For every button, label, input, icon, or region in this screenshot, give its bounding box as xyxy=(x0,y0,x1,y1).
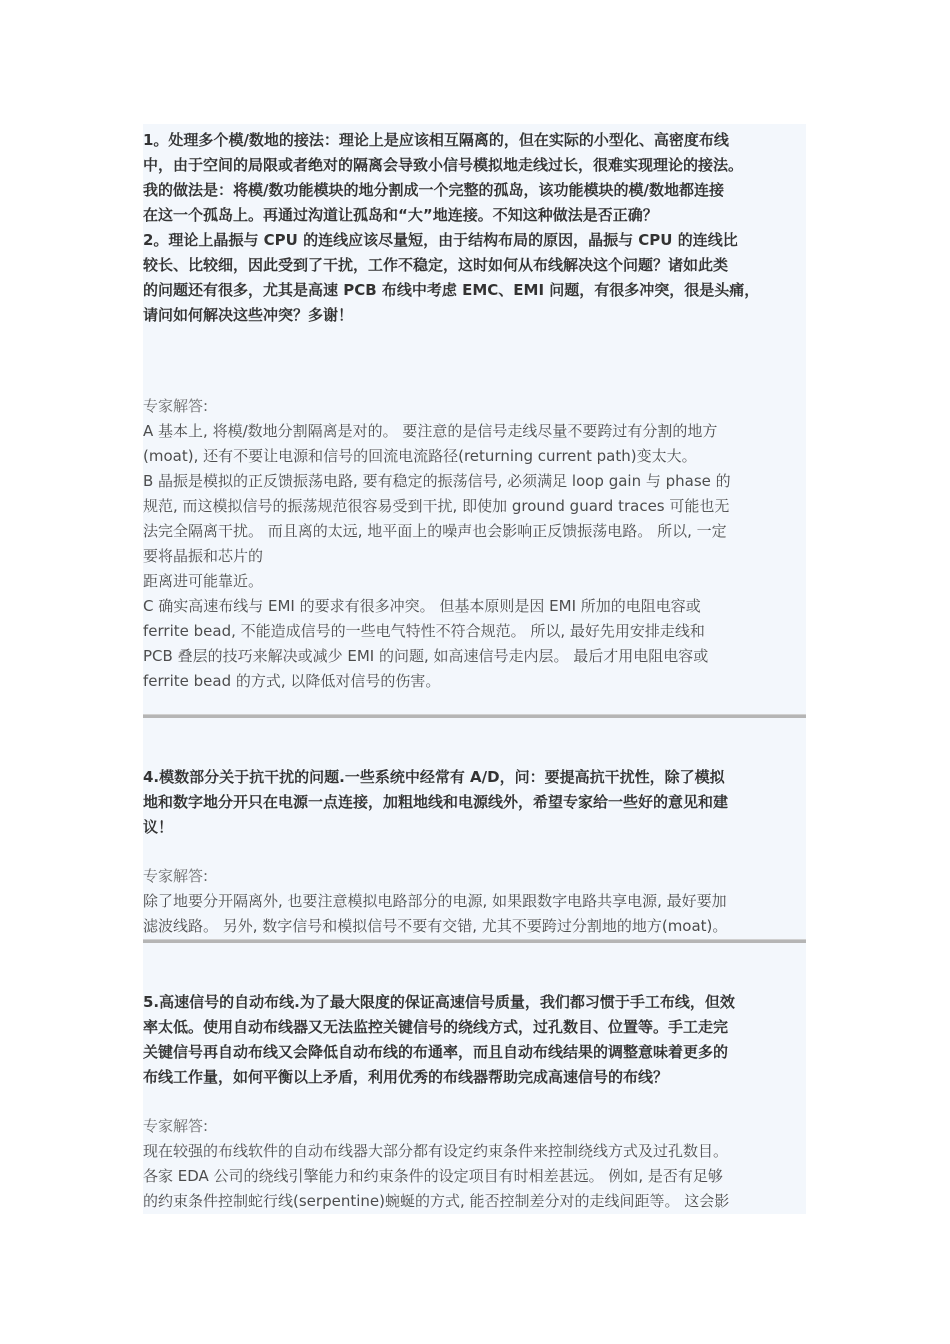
question-line: 中，由于空间的局限或者绝对的隔离会导致小信号模拟地走线过长，很难实现理论的接法。 xyxy=(143,156,744,174)
question-line: 在这一个孤岛上。再通过沟道让孤岛和“大”地连接。不知这种做法是否正确？ xyxy=(143,206,658,224)
answer-block-3 xyxy=(143,1114,806,1214)
question-block-3 xyxy=(143,990,806,1090)
question-line: 议！ xyxy=(143,818,174,836)
answer-line: A 基本上, 将模/数地分割隔离是对的。 要注意的是信号走线尽量不要跨过有分割的地方 xyxy=(143,422,718,440)
answer-block-1 xyxy=(143,394,806,694)
question-block-2 xyxy=(143,765,806,840)
qa-section-2 xyxy=(143,718,806,939)
answer-label: 专家解答: xyxy=(143,867,209,885)
question-line: 2。理论上晶振与 CPU 的连线应该尽量短，由于结构布局的原因，晶振与 CPU 的连线比 xyxy=(143,231,738,249)
answer-line: 现在较强的布线软件的自动布线器大部分都有设定约束条件来控制绕线方式及过孔数目。 xyxy=(143,1142,729,1160)
qa-section-3 xyxy=(143,943,806,1214)
answer-label: 专家解答: xyxy=(143,1117,209,1135)
question-line: 率太低。使用自动布线器又无法监控关键信号的绕线方式，过孔数目、位置等。手工走完 xyxy=(143,1018,729,1036)
answer-line: C 确实高速布线与 EMI 的要求有很多冲突。 但基本原则是因 EMI 所加的电阻电容或 xyxy=(143,597,701,615)
answer-line: (moat), 还有不要让电源和信号的回流电流路径(returning current path)变太大。 xyxy=(143,447,697,465)
question-line: 地和数字地分开只在电源一点连接，加粗地线和电源线外，希望专家给一些好的意见和建 xyxy=(143,793,729,811)
question-line: 较长、比较细，因此受到了干扰，工作不稳定，这时如何从布线解决这个问题？诸如此类 xyxy=(143,256,729,274)
answer-line: 法完全隔离干扰。 而且离的太远, 地平面上的噪声也会影响正反馈振荡电路。 所以, 一定 xyxy=(143,522,727,540)
answer-line: 滤波线路。 另外, 数字信号和模拟信号不要有交错, 尤其不要跨过分割地的地方(moat)。 xyxy=(143,917,728,935)
answer-label: 专家解答: xyxy=(143,397,209,415)
answer-line: 距离进可能靠近。 xyxy=(143,572,264,590)
answer-line: 的约束条件控制蛇行线(serpentine)蜿蜒的方式, 能否控制差分对的走线间距等。 这会影 xyxy=(143,1192,730,1210)
answer-line: 要将晶振和芯片的 xyxy=(143,547,264,565)
answer-line: B 晶振是模拟的正反馈振荡电路, 要有稳定的振荡信号, 必须满足 loop gain 与 phase 的 xyxy=(143,472,731,490)
question-line: 布线工作量，如何平衡以上矛盾，利用优秀的布线器帮助完成高速信号的布线？ xyxy=(143,1068,669,1086)
answer-line: ferrite bead 的方式, 以降低对信号的伤害。 xyxy=(143,672,441,690)
answer-line: 规范, 而这模拟信号的振荡规范很容易受到干扰, 即使加 ground guard traces 可能也无 xyxy=(143,497,730,515)
question-line: 请问如何解决这些冲突？多谢！ xyxy=(143,306,354,324)
document-page xyxy=(143,124,806,1214)
answer-block-2 xyxy=(143,864,806,939)
question-line: 的问题还有很多，尤其是高速 PCB 布线中考虑 EMC、EMI 问题，有很多冲突，很是头痛， xyxy=(143,281,760,299)
question-line: 我的做法是：将模/数功能模块的地分割成一个完整的孤岛，该功能模块的模/数地都连接 xyxy=(143,181,724,199)
question-line: 4.模数部分关于抗干扰的问题.一些系统中经常有 A/D，问：要提高抗干扰性，除了模拟 xyxy=(143,768,725,786)
question-line: 1。处理多个模/数地的接法：理论上是应该相互隔离的，但在实际的小型化、高密度布线 xyxy=(143,131,729,149)
question-line: 关键信号再自动布线又会降低自动布线的布通率，而且自动布线结果的调整意味着更多的 xyxy=(143,1043,729,1061)
answer-line: 各家 EDA 公司的绕线引擎能力和约束条件的设定项目有时相差甚远。 例如, 是否有足够 xyxy=(143,1167,723,1185)
answer-line: ferrite bead, 不能造成信号的一些电气特性不符合规范。 所以, 最好先用安排走线和 xyxy=(143,622,705,640)
qa-section-1 xyxy=(143,124,806,714)
answer-line: 除了地要分开隔离外, 也要注意模拟电路部分的电源, 如果跟数字电路共享电源, 最好要加 xyxy=(143,892,727,910)
question-line: 5.高速信号的自动布线.为了最大限度的保证高速信号质量，我们都习惯于手工布线，但效 xyxy=(143,993,735,1011)
question-block-1 xyxy=(143,128,806,328)
answer-line: PCB 叠层的技巧来解决或减少 EMI 的问题, 如高速信号走内层。 最后才用电阻电容或 xyxy=(143,647,709,665)
